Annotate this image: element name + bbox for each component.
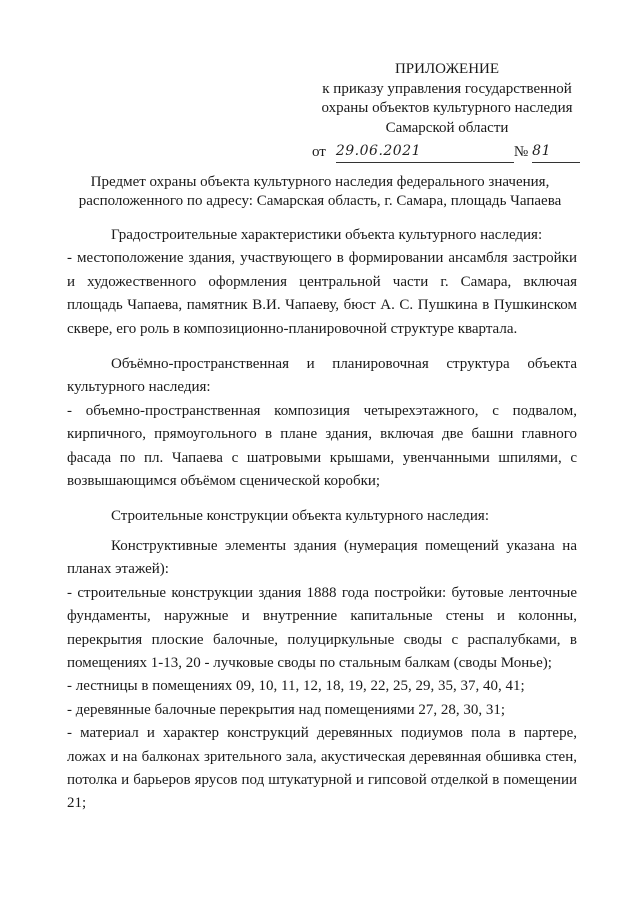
document-title xyxy=(40,173,600,211)
order-date-number xyxy=(312,142,582,163)
section-3-item-1: - строительные конструкции здания 1888 года постройки: бутовые ленточные фундаменты, наружные и внутренние капитальные стены и колонны, перекрытия плоские балочные, полуциркульные своды с распалубками, в помещениях 1-13, 20 - лучковые своды по стальным балкам (своды Монье); xyxy=(67,584,577,671)
header-line-1: к приказу управления государственной xyxy=(322,80,572,97)
title-line-2: расположенного по адресу: Самарская область, г. Самара, площадь Чапаева xyxy=(78,193,562,209)
header-line-2: охраны объектов культурного наследия xyxy=(321,100,573,116)
order-date: 29.06.2021 xyxy=(335,143,422,159)
section-3-subheading: Конструктивные элементы здания (нумерация помещений указана на планах этажей): xyxy=(67,537,577,578)
section-1-text: - местоположение здания, участвующего в формировании ансамбля застройки и художественного оформления центральной части г. Самара, включая площадь Чапаева, памятник В.И. Чапаеву, бюст А. С. Пушкина в Пушкинском сквере, его роль в композиционно-планировочной структуре квартала. xyxy=(67,250,577,337)
number-label: № xyxy=(513,144,529,160)
section-3-heading: Строительные конструкции объекта культурного наследия: xyxy=(111,508,490,525)
order-number-field xyxy=(532,142,580,163)
section-1-heading: Градостроительные характеристики объекта культурного наследия: xyxy=(111,227,543,243)
order-date-field xyxy=(336,142,466,163)
document-body xyxy=(67,224,577,816)
from-label: от xyxy=(312,144,326,160)
appendix-title: ПРИЛОЖЕНИЕ xyxy=(394,61,500,77)
order-number: 81 xyxy=(532,143,551,159)
section-3-item-4: - материал и характер конструкций деревянных подиумов пола в партере, ложах и на балконах зрительного зала, акустическая деревянная обшивка стен, потолка и барьеров ярусов под штукатурной и гипсовой отделкой в помещении 21; xyxy=(67,725,577,812)
underline-spacer xyxy=(466,162,514,163)
section-2-text: - объемно-пространственная композиция четырехэтажного, с подвалом, кирпичного, прямоугольного в плане здания, включая две башни главного фасада по пл. Чапаева с шатровыми крышами, увенчанными шпилями, с возвышающимся объёмом сценической коробки; xyxy=(67,402,577,490)
header-line-3: Самарской области xyxy=(385,119,509,136)
section-3-item-2: - лестницы в помещениях 09, 10, 11, 12, 18, 19, 22, 25, 29, 35, 37, 40, 41; xyxy=(67,678,525,695)
section-3-item-3: - деревянные балочные перекрытия над помещениями 27, 28, 30, 31; xyxy=(67,701,506,718)
title-line-1: Предмет охраны объекта культурного наследия федерального значения, xyxy=(90,174,550,190)
appendix-header xyxy=(312,60,582,163)
section-2-heading: Объёмно-пространственная и планировочная структура объекта культурного наследия: xyxy=(67,356,577,396)
